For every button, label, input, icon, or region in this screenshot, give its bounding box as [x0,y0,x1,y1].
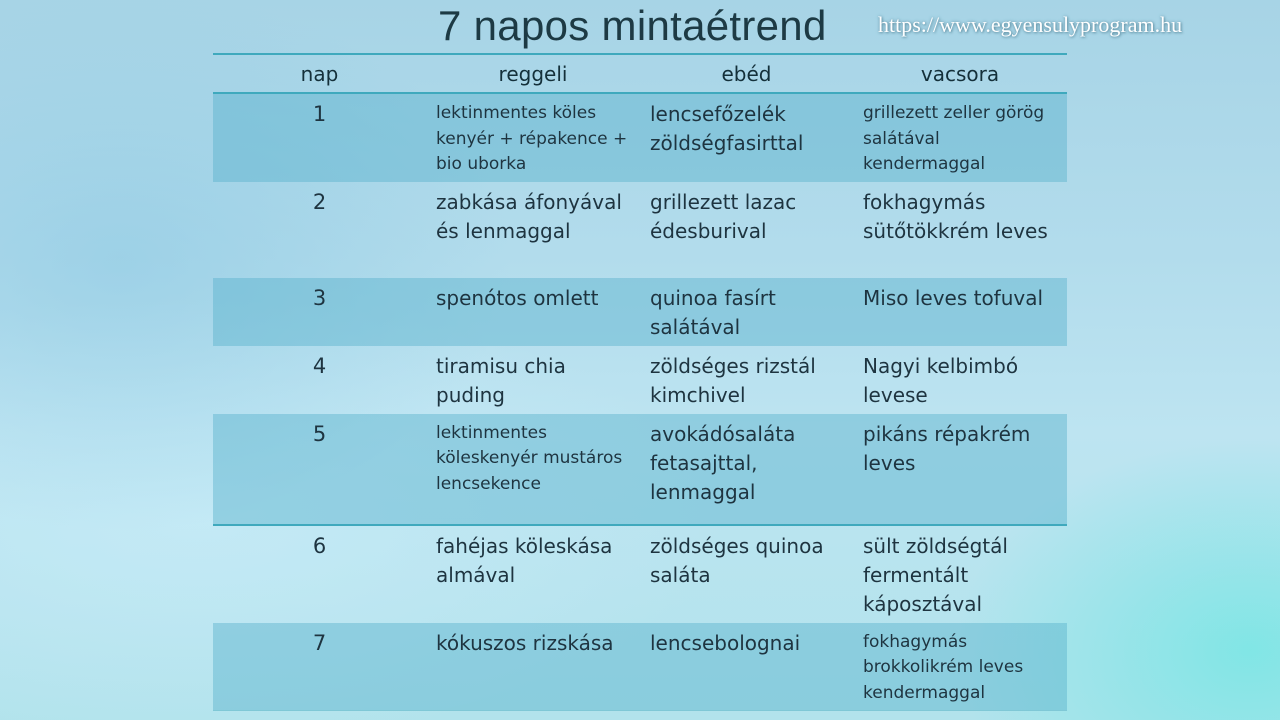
table-row [213,623,1067,711]
table-row [213,182,1067,278]
dinner-cell: Miso leves tofuval [853,278,1067,346]
breakfast-cell: lektinmentes köles kenyér + répakence + bio uborka [426,93,640,182]
website-url: https://www.egyensulyprogram.hu [878,12,1183,37]
table-row [213,93,1067,182]
meal-plan-table [213,53,1067,711]
table-header-row [213,54,1067,93]
column-header-vacsora: vacsora [853,54,1067,93]
breakfast-cell: kókuszos rizskása [426,623,640,711]
dinner-cell: grillezett zeller görög salátával kendermaggal [853,93,1067,182]
breakfast-cell: tiramisu chia puding [436,353,566,407]
day-number: 2 [312,189,327,214]
page-title: 7 napos mintaétrend [438,2,827,49]
lunch-cell: lencsefőzelék zöldségfasirttal [640,93,853,182]
dinner-cell: Nagyi kelbimbó levese [863,353,1019,407]
lunch-cell: zöldséges rizstál kimchivel [650,353,816,407]
dinner-cell: sült zöldségtál fermentált káposztával [853,525,1067,623]
column-header-nap: nap [213,54,426,93]
dinner-cell: fokhagymás sütőtökkrém leves [863,189,1048,243]
table-row [213,278,1067,346]
breakfast-cell: lektinmentes köleskenyér mustáros lencsekence [426,414,640,525]
lunch-cell: lencsebolognai [640,623,853,711]
lunch-cell: grillezett lazac édesburival [650,189,797,243]
table-row [213,525,1067,623]
breakfast-cell: spenótos omlett [426,278,640,346]
day-number: 1 [213,93,426,182]
day-number: 7 [213,623,426,711]
table-row [213,346,1067,414]
column-header-ebed: ebéd [640,54,853,93]
dinner-cell: fokhagymás brokkolikrém leves kendermaggal [853,623,1067,711]
day-number: 6 [213,525,426,623]
lunch-cell: quinoa fasírt salátával [640,278,853,346]
table-row [213,414,1067,525]
column-header-reggeli: reggeli [426,54,640,93]
day-number: 5 [213,414,426,525]
lunch-cell: zöldséges quinoa saláta [640,525,853,623]
breakfast-cell: fahéjas köleskása almával [426,525,640,623]
breakfast-cell: zabkása áfonyával és lenmaggal [436,189,622,243]
lunch-cell: avokádósaláta fetasajttal, lenmaggal [640,414,853,525]
day-number: 3 [213,278,426,346]
dinner-cell: pikáns répakrém leves [853,414,1067,525]
day-number: 4 [312,353,327,378]
